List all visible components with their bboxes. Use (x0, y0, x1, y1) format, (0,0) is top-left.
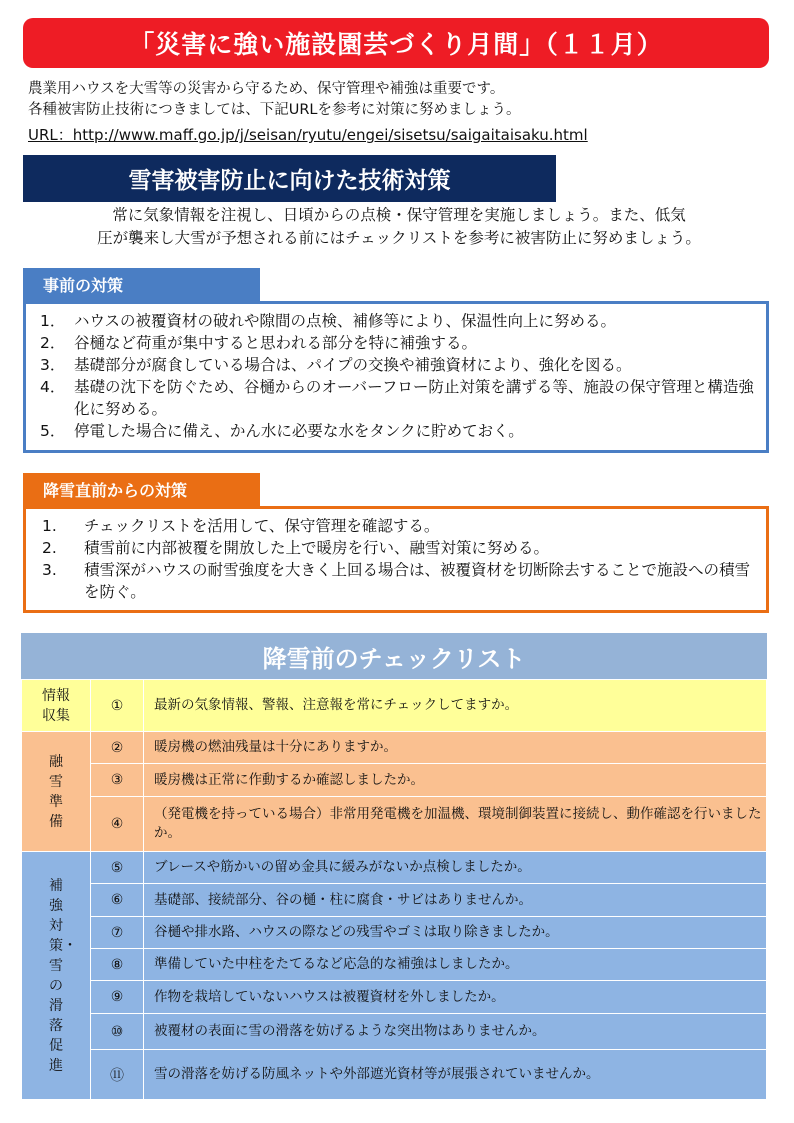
category-melt: 融雪準備 (22, 732, 91, 852)
prior-measures-list (23, 301, 769, 453)
prior-measures-label: 事前の対策 (23, 268, 260, 301)
lead-line: 常に気象情報を注視し、日頃からの点検・保守管理を実施しましょう。また、低気 (112, 206, 686, 224)
intro-text (28, 79, 778, 121)
list-item: 3. 積雪深がハウスの耐雪強度を大きく上回る場合は、被覆資材を切断除去することで施設への積雪を防ぐ。 (42, 561, 751, 601)
table-row: ⑥ 基礎部、接続部分、谷の樋・柱に腐食・サビはありませんか。 (22, 884, 767, 917)
table-row: 補強対策・雪の滑落促進 ⑤ ブレースや筋かいの留め金具に緩みがないか点検しましたか。 (22, 852, 767, 884)
table-row: ③ 暖房機は正常に作動するか確認しましたか。 (22, 764, 767, 797)
category-info: 情報収集 (22, 680, 91, 732)
pre-snowfall-measures-list (23, 506, 769, 613)
list-item: 5． 停電した場合に備え、かん水に必要な水をタンクに貯めておく。 (40, 422, 524, 440)
checklist-table (21, 679, 767, 1100)
lead-line: 圧が襲来し大雪が予想される前にはチェックリストを参考に被害防止に努めましょう。 (97, 229, 701, 247)
category-reinforce: 補強対策・雪の滑落促進 (22, 852, 91, 1100)
reference-url-link[interactable]: URL：http://www.maff.go.jp/j/seisan/ryutu/engei/sisetsu/saigaitaisaku.html (28, 126, 588, 144)
list-item: 2． 谷樋など荷重が集中すると思われる部分を特に補強する。 (40, 334, 478, 352)
intro-line: 農業用ハウスを大雪等の災害から守るため、保守管理や補強は重要です。 (28, 81, 505, 97)
list-item: 1. チェックリストを活用して、保守管理を確認する。 (42, 517, 440, 535)
intro-line: 各種被害防止技術につきましては、下記URLを参考に対策に努めましょう。 (28, 102, 521, 118)
checklist-title: 降雪前のチェックリスト (21, 633, 767, 679)
table-row: ⑪ 雪の滑落を妨げる防風ネットや外部遮光資材等が展張されていませんか。 (22, 1050, 767, 1100)
table-row: ⑦ 谷樋や排水路、ハウスの際などの残雪やゴミは取り除きましたか。 (22, 917, 767, 949)
list-item: 3． 基礎部分が腐食している場合は、パイプの交換や補強資材により、強化を図る。 (40, 356, 632, 374)
table-row: ⑧ 準備していた中柱をたてるなど応急的な補強はしましたか。 (22, 949, 767, 981)
pre-snowfall-measures-label: 降雪直前からの対策 (23, 473, 260, 506)
table-row: ⑨ 作物を栽培していないハウスは被覆資材を外しましたか。 (22, 981, 767, 1014)
table-row: ④ （発電機を持っている場合）非常用発電機を加温機、環境制御装置に接続し、動作確認を行いましたか。 (22, 797, 767, 852)
table-row: ⑩ 被覆材の表面に雪の滑落を妨げるような突出物はありませんか。 (22, 1014, 767, 1050)
list-item: 4． 基礎の沈下を防ぐため、谷樋からのオーバーフロー防止対策を講ずる等、施設の保守管理と構造強化に努める。 (40, 378, 754, 418)
table-row: 融雪準備 ② 暖房機の燃油残量は十分にありますか。 (22, 732, 767, 764)
section-lead (24, 204, 774, 250)
section-title: 雪害被害防止に向けた技術対策 (23, 155, 556, 202)
list-item: 2. 積雪前に内部被覆を開放した上で暖房を行い、融雪対策に努める。 (42, 539, 550, 557)
table-row: 情報収集 ① 最新の気象情報、警報、注意報を常にチェックしてますか。 (22, 680, 767, 732)
list-item: 1． ハウスの被覆資材の破れや隙間の点検、補修等により、保温性向上に努める。 (40, 312, 617, 330)
page-title: 「災害に強い施設園芸づくり月間」（１１月） (23, 18, 769, 68)
